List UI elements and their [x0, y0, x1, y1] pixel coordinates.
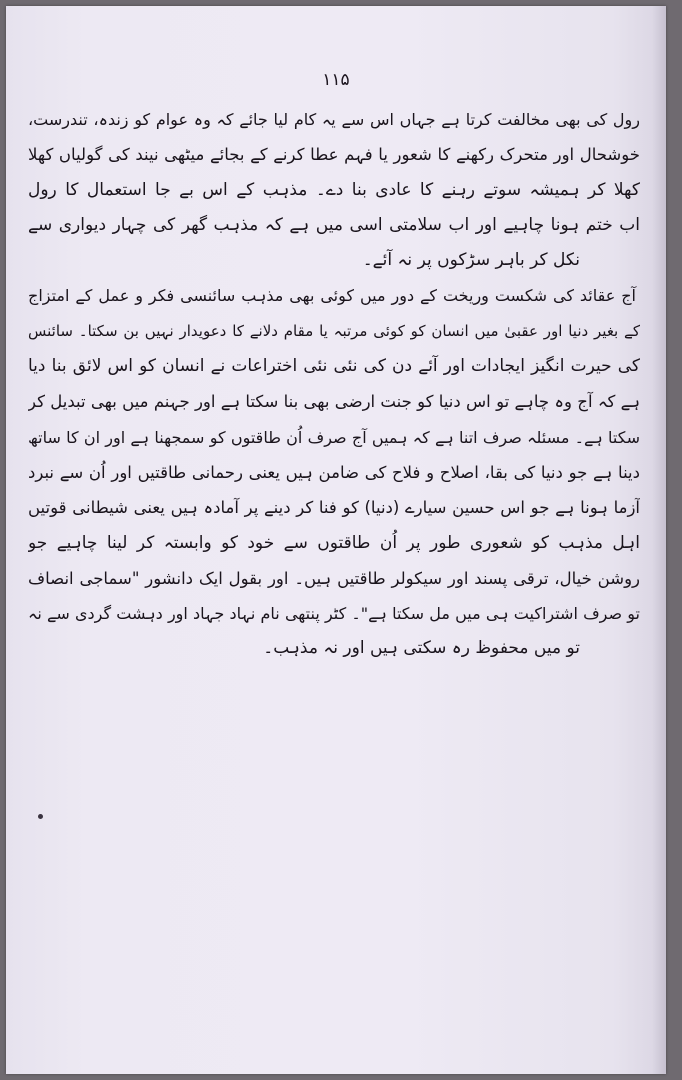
text-line: اہل مذہب کو شعوری طور پر اُن طاقتوں سے خود کو وابستہ کر لینا چاہیے جو — [28, 532, 640, 553]
ink-speck — [38, 814, 43, 819]
text-line: روشن خیال، ترقی پسند اور سیکولر طاقتیں ہیں۔ اور بقول ایک دانشور "سماجی انصاف — [28, 568, 640, 588]
text-line: ہے کہ آج وہ چاہے تو اس دنیا کو جنت ارضی بھی بنا سکتا ہے اور جہنم میں بھی تبدیل کر — [28, 392, 640, 412]
book-page — [6, 6, 666, 1074]
text-line: نکل کر باہر سڑکوں پر نہ آئے۔ — [362, 250, 580, 271]
body-text — [28, 102, 640, 667]
text-line: کھلا کر ہمیشہ سوتے رہنے کا عادی بنا دے۔ مذہب کے اس بے جا استعمال کا رول — [28, 179, 640, 200]
text-line: رول کی بھی مخالفت کرتا ہے جہاں اس سے یہ کام لیا جائے کہ وہ عوام کو زندہ، تندرست، — [28, 110, 640, 129]
page-number: ۱۱۵ — [322, 70, 350, 90]
text-line: آج عقائد کی شکست وریخت کے دور میں کوئی بھی مذہب سائنسی فکر و عمل کے امتزاج — [28, 286, 636, 306]
text-line: سکتا ہے۔ مسئلہ صرف اتنا ہے کہ ہمیں آج صرف اُن طاقتوں کو سمجھنا ہے اور ان کا ساتھ — [28, 427, 640, 447]
text-line: دینا ہے جو دنیا کی بقا، اصلاح و فلاح کی ضامن ہیں یعنی رحمانی طاقتیں اور اُن سے نبرد — [28, 462, 640, 482]
text-line: اب ختم ہونا چاہیے اور اب سلامتی اسی میں ہے کہ مذہب گھر کی چہار دیواری سے — [28, 214, 640, 235]
text-line: کی حیرت انگیز ایجادات اور آئے دن کی نئی نئی اختراعات نے انسان کو اس لائق بنا دیا — [28, 356, 640, 377]
text-line: کے بغیر دنیا اور عقبیٰ میں انسان کو کوئی مرتبہ یا مقام دلانے کا دعویدار نہیں بن سکتا۔ سائنس — [28, 321, 640, 340]
text-line: آزما ہونا ہے جو اس حسین سیارے (دنیا) کو فنا کر دینے پر آمادہ ہیں یعنی شیطانی قوتیں — [28, 498, 640, 518]
text-line: خوشحال اور متحرک رکھنے کا شعور یا فہم عطا کرنے کے بجائے میٹھی نیند کی گولیاں کھلا — [28, 145, 640, 165]
text-line: تو صرف اشتراکیت ہی میں مل سکتا ہے"۔ کٹر پنتھی نام نہاد جہاد اور دہشت گردی سے نہ — [28, 604, 640, 624]
text-line: تو میں محفوظ رہ سکتی ہیں اور نہ مذہب۔ — [263, 638, 580, 659]
